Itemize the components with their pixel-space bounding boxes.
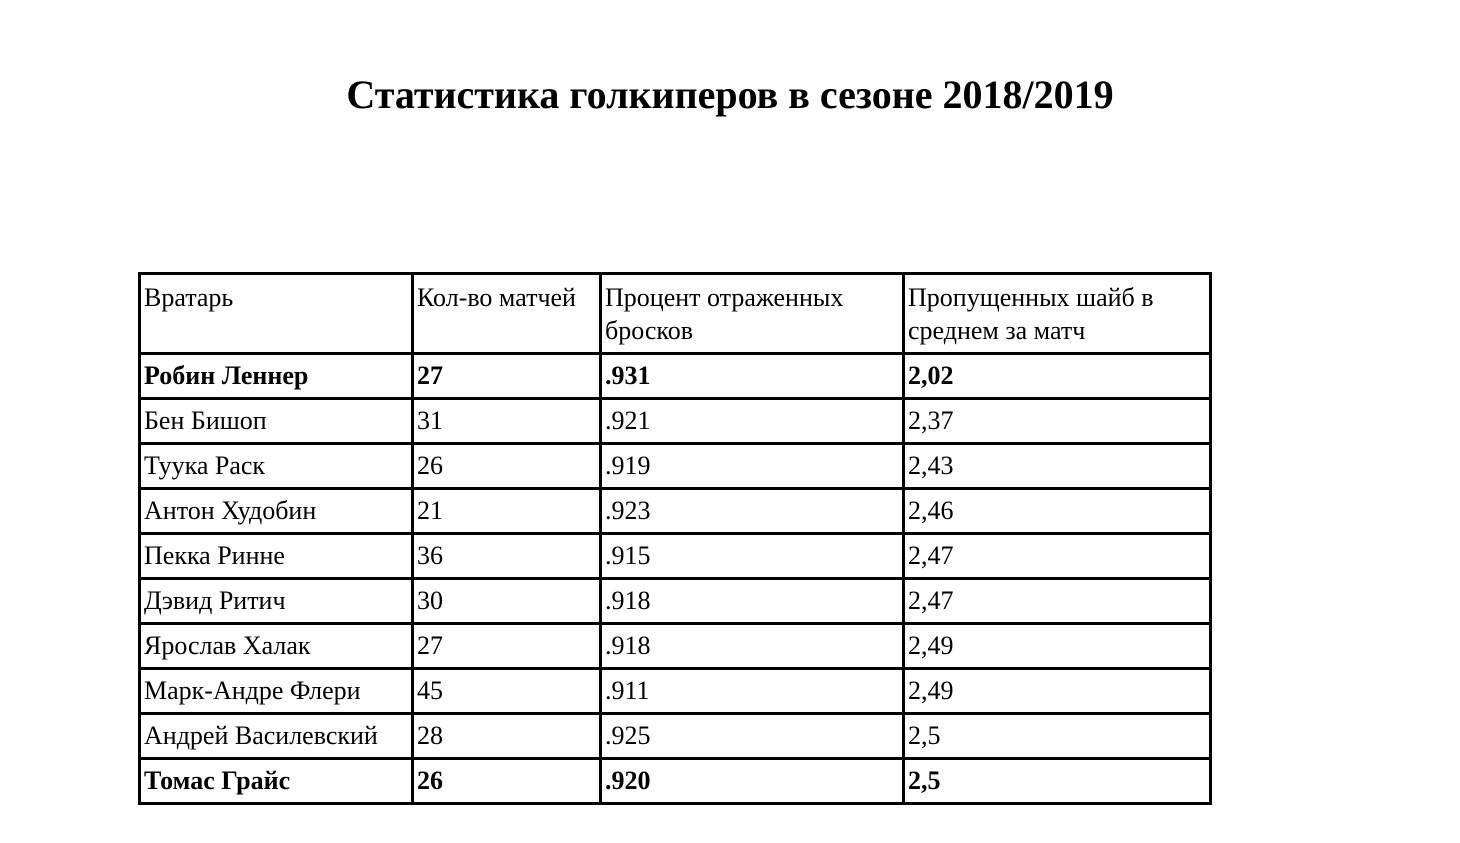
cell-games: 27 [413,624,601,669]
cell-goals-against-average: 2,5 [904,714,1211,759]
header-games: Кол-во матчей [413,274,601,354]
cell-goalie-name: Бен Бишоп [140,399,413,444]
cell-goals-against-average: 2,47 [904,579,1211,624]
header-save-percentage: Процент отраженных бросков [601,274,904,354]
table-header [140,274,1211,354]
cell-goalie-name: Туука Раск [140,444,413,489]
table-row [140,354,1211,399]
table-row [140,624,1211,669]
cell-goals-against-average: 2,02 [904,354,1211,399]
cell-goalie-name: Томас Грайс [140,759,413,804]
cell-games: 26 [413,759,601,804]
cell-save-percentage: .918 [601,579,904,624]
cell-games: 21 [413,489,601,534]
cell-save-percentage: .923 [601,489,904,534]
header-goals-against-average: Пропущенных шайб в среднем за матч [904,274,1211,354]
header-goalie: Вратарь [140,274,413,354]
cell-goalie-name: Ярослав Халак [140,624,413,669]
cell-goals-against-average: 2,43 [904,444,1211,489]
cell-goalie-name: Марк-Андре Флери [140,669,413,714]
table-body [140,354,1211,804]
table-row [140,714,1211,759]
cell-goals-against-average: 2,49 [904,624,1211,669]
table-row [140,759,1211,804]
cell-goalie-name: Робин Леннер [140,354,413,399]
table-row [140,579,1211,624]
cell-save-percentage: .920 [601,759,904,804]
table-row [140,669,1211,714]
cell-save-percentage: .915 [601,534,904,579]
goalie-stats-table [138,272,1212,805]
cell-games: 31 [413,399,601,444]
cell-games: 28 [413,714,601,759]
cell-goalie-name: Андрей Василевский [140,714,413,759]
table-row [140,399,1211,444]
cell-goals-against-average: 2,46 [904,489,1211,534]
cell-save-percentage: .919 [601,444,904,489]
cell-games: 36 [413,534,601,579]
table-row [140,534,1211,579]
cell-goals-against-average: 2,37 [904,399,1211,444]
cell-save-percentage: .911 [601,669,904,714]
cell-games: 45 [413,669,601,714]
cell-goals-against-average: 2,49 [904,669,1211,714]
cell-save-percentage: .921 [601,399,904,444]
header-row [140,274,1211,354]
cell-goalie-name: Антон Худобин [140,489,413,534]
cell-goals-against-average: 2,5 [904,759,1211,804]
cell-goals-against-average: 2,47 [904,534,1211,579]
cell-save-percentage: .925 [601,714,904,759]
cell-save-percentage: .918 [601,624,904,669]
table-row [140,489,1211,534]
page-title: Статистика голкиперов в сезоне 2018/2019 [346,72,1114,117]
cell-games: 30 [413,579,601,624]
cell-save-percentage: .931 [601,354,904,399]
cell-games: 27 [413,354,601,399]
table-row [140,444,1211,489]
cell-games: 26 [413,444,601,489]
cell-goalie-name: Дэвид Ритич [140,579,413,624]
cell-goalie-name: Пекка Ринне [140,534,413,579]
